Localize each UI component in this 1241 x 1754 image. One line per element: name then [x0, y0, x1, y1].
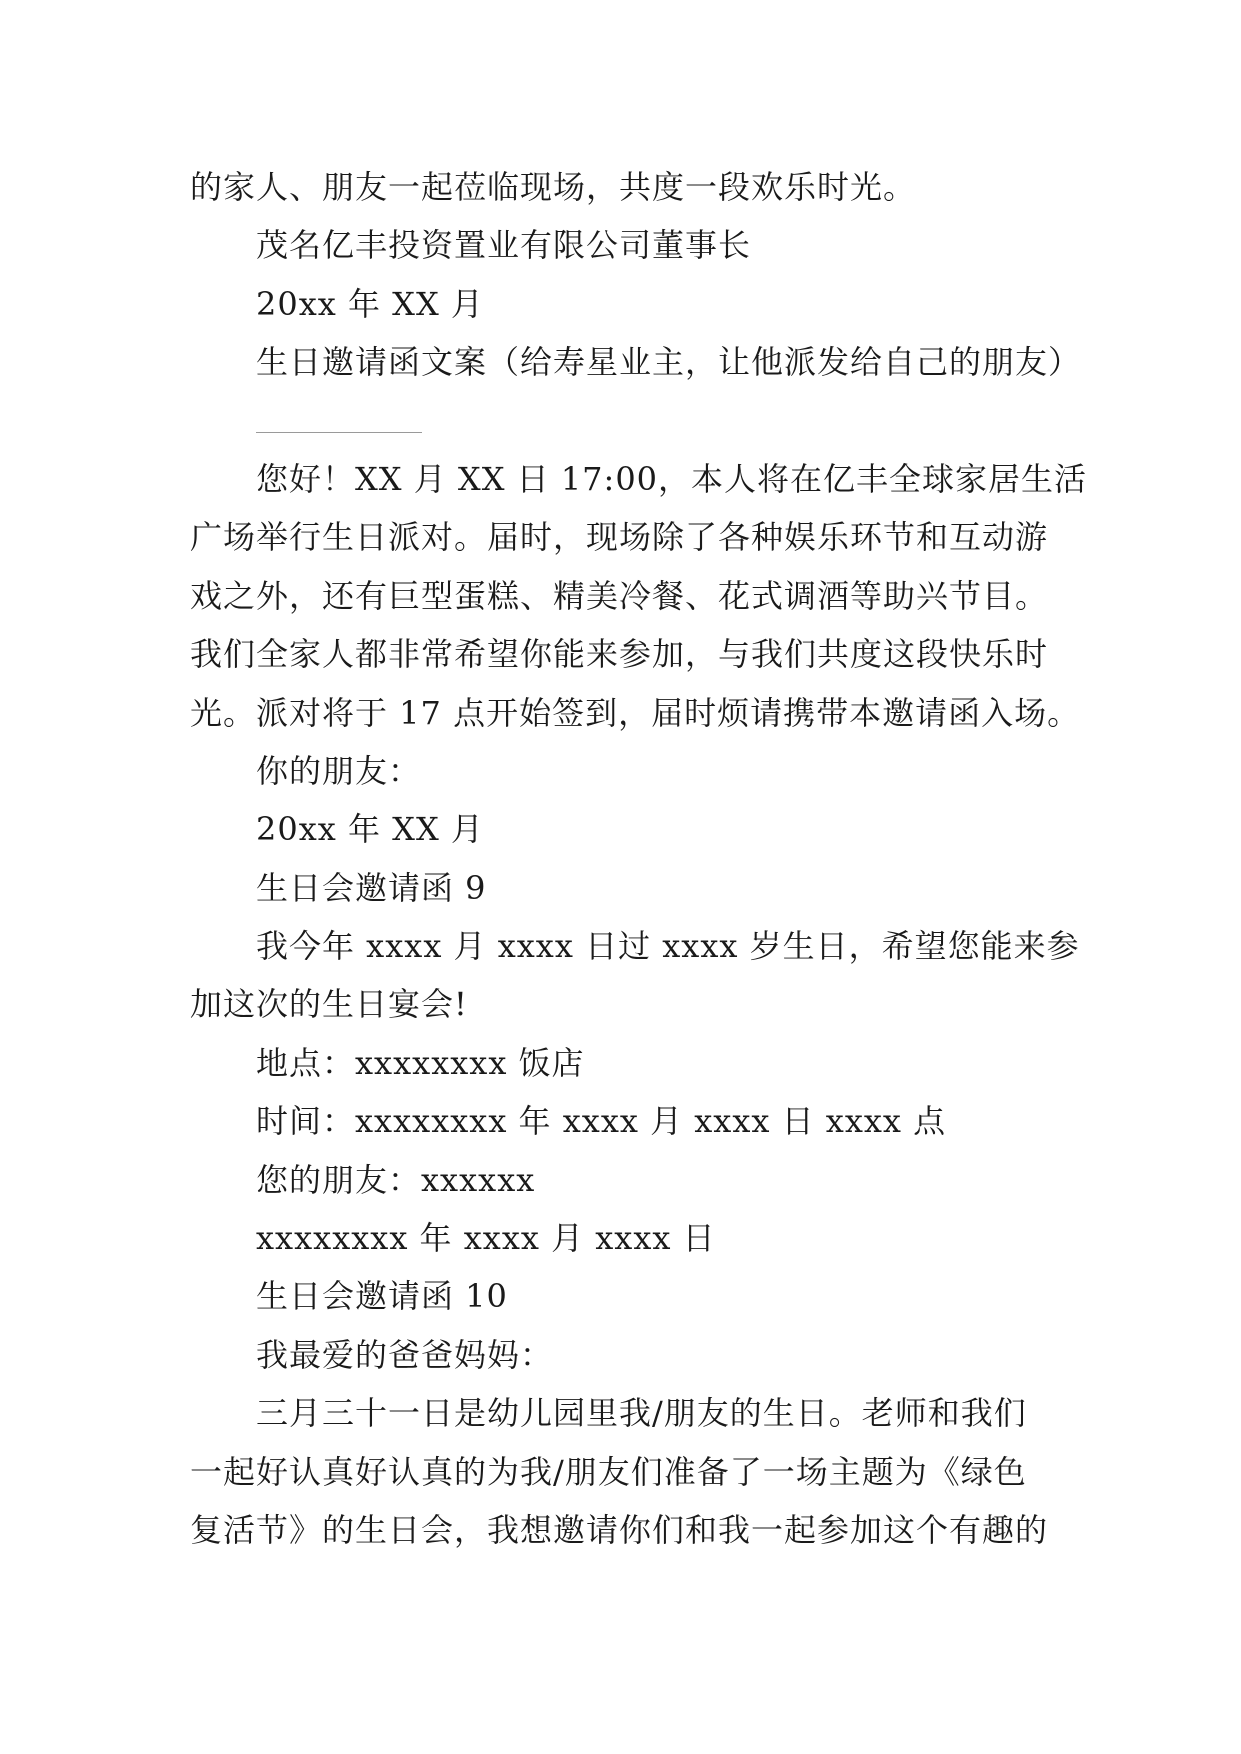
paragraph-line: 我今年 xxxx 月 xxxx 日过 xxxx 岁生日，希望您能来参: [256, 927, 1080, 966]
paragraph-line: 加这次的生日宴会!: [190, 985, 468, 1024]
paragraph-line: 三月三十一日是幼儿园里我/朋友的生日。老师和我们: [256, 1394, 1027, 1433]
location-line: 地点：xxxxxxxx 饭店: [256, 1043, 585, 1082]
signature-friend: 你的朋友：: [256, 751, 422, 790]
signature-friend: 您的朋友：xxxxxx: [256, 1160, 536, 1199]
paragraph-line: 复活节》的生日会，我想邀请你们和我一起参加这个有趣的: [190, 1510, 1049, 1549]
section-heading: 生日邀请函文案（给寿星业主，让他派发给自己的朋友）: [256, 343, 1082, 382]
paragraph-line: 广场举行生日派对。届时，现场除了各种娱乐环节和互动游: [190, 518, 1049, 557]
document-body: [190, 158, 1088, 1559]
paragraph-line: 一起好认真好认真的为我/朋友们准备了一场主题为《绿色: [190, 1452, 1027, 1491]
signature-date: 20xx 年 XX 月: [256, 284, 484, 323]
paragraph-line: 的家人、朋友一起莅临现场，共度一段欢乐时光。: [190, 168, 917, 206]
section-heading: 生日会邀请函 10: [256, 1277, 508, 1316]
section-heading: 生日会邀请函 9: [256, 868, 487, 907]
paragraph-line: 您好！XX 月 XX 日 17:00，本人将在亿丰全球家居生活: [256, 459, 1088, 498]
paragraph-line: 我们全家人都非常希望你能来参加，与我们共度这段快乐时: [190, 635, 1049, 674]
time-line: 时间：xxxxxxxx 年 xxxx 月 xxxx 日 xxxx 点: [256, 1102, 947, 1141]
signature-company: 茂名亿丰投资置业有限公司董事长: [256, 226, 752, 265]
signature-date: xxxxxxxx 年 xxxx 月 xxxx 日: [256, 1219, 716, 1258]
separator-line: [256, 432, 422, 433]
salutation-line: 我最爱的爸爸妈妈：: [256, 1335, 554, 1374]
separator-row: [190, 392, 1070, 450]
signature-date: 20xx 年 XX 月: [256, 810, 484, 849]
paragraph-line: 光。派对将于 17 点开始签到，届时烦请携带本邀请函入场。: [190, 693, 1081, 732]
paragraph-line: 戏之外，还有巨型蛋糕、精美冷餐、花式调酒等助兴节目。: [190, 576, 1049, 615]
